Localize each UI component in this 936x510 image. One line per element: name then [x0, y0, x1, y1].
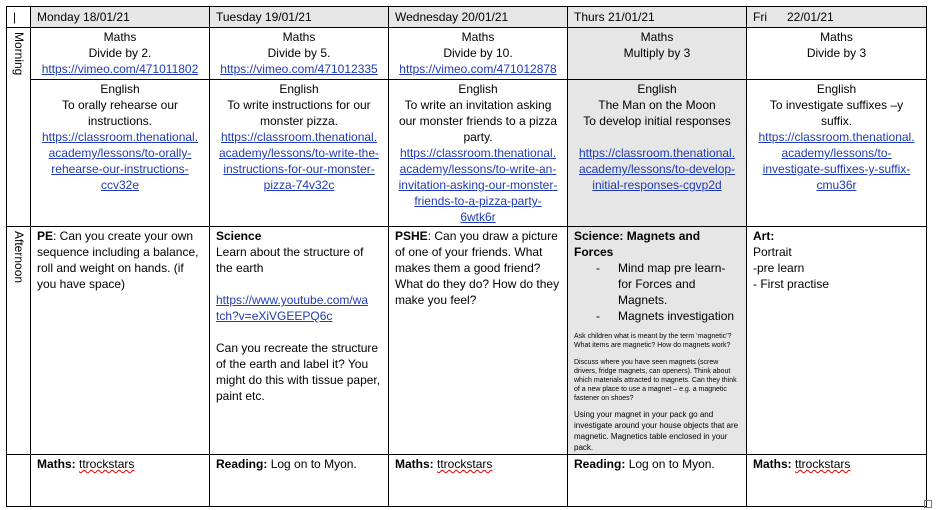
maths-thursday: Maths Multiply by 3 — [568, 28, 747, 80]
list-item: - Mind map pre learn- for Forces and Magnets. — [574, 260, 740, 308]
last-row-side — [7, 455, 31, 507]
maths-wednesday-link[interactable]: https://vimeo.com/471012878 — [399, 62, 557, 76]
english-friday-link[interactable]: https://classroom.thenational. academy/lessons/to- investigate-suffixes-y-suffix- cmu36r — [758, 130, 915, 192]
day-header-thursday: Thurs 21/01/21 — [568, 7, 747, 28]
english-tuesday: English To write instructions for our monster pizza. https://classroom.thenational. academy/lessons/to-write-the- instructions-for-our-monster- pizza-74v32c — [210, 80, 389, 227]
english-thursday-link[interactable]: https://classroom.thenational. academy/lessons/to-develop- initial-responses-cgvp2d — [578, 146, 736, 192]
list-item: - Magnets investigation — [574, 308, 740, 324]
maths-monday: Maths Divide by 2. https://vimeo.com/471011802 — [31, 28, 210, 80]
header-row — [7, 7, 927, 28]
english-tuesday-link[interactable]: https://classroom.thenational. academy/lessons/to-write-the- instructions-for-our-monster- pizza-74v32c — [218, 130, 380, 192]
afternoon-wednesday: PSHE: Can you draw a picture of one of your friends. What makes them a good friend? What do they do? How do they make you feel? — [389, 227, 568, 455]
magnets-note-3: Using your magnet in your pack go and investigate around your house objects that are magnetic. Magnetics table enclosed in your pack. — [574, 410, 739, 452]
last-thursday: Reading: Log on to Myon. — [568, 455, 747, 507]
english-monday-link[interactable]: https://classroom.thenational. academy/lessons/to-orally- rehearse-our-instructions- ccv32e — [41, 130, 199, 192]
maths-row — [7, 28, 927, 80]
last-tuesday: Reading: Log on to Myon. — [210, 455, 389, 507]
last-friday: Maths: ttrockstars — [747, 455, 927, 507]
maths-monday-link[interactable]: https://vimeo.com/471011802 — [41, 62, 199, 76]
english-wednesday: English To write an invitation asking our monster friends to a pizza party. https://classroom.thenational. academy/lessons/to-write-an- invitation-asking-our-monster- friends-to-a-pizza-party- 6wtk6r — [389, 80, 568, 227]
day-header-monday: Monday 18/01/21 — [31, 7, 210, 28]
morning-label: Morning — [11, 32, 26, 76]
day-header-tuesday: Tuesday 19/01/21 — [210, 7, 389, 28]
science-video-link[interactable]: https://www.youtube.com/wa tch?v=eXiVGEEPQ6c — [216, 293, 369, 323]
day-header-friday: Fri 22/01/21 — [747, 7, 927, 28]
maths-wednesday: Maths Divide by 10. https://vimeo.com/471012878 — [389, 28, 568, 80]
english-thursday: English The Man on the Moon To develop initial responses https://classroom.thenational. academy/lessons/to-develop- initial-responses-cgvp2d — [568, 80, 747, 227]
magnets-note-1: Ask children what is meant by the term ‘magnetic’? What items are magnetic? How do magnets work? — [574, 333, 732, 349]
last-row — [7, 455, 927, 507]
last-wednesday: Maths: ttrockstars — [389, 455, 568, 507]
afternoon-friday: Art: Portrait -pre learn - First practise — [747, 227, 927, 455]
magnets-note-2: Discuss where you have seen magnets (screw drivers, fridge magnets, can openers). Think about which materials attracted to magnets. Can they think of a new place to use a magnet – e.g. a magnetic fastener on shoes? — [574, 359, 737, 402]
afternoon-thursday: Science: Magnets and Forces - Mind map pre learn- for Forces and Magnets. - Magnets investigation Ask children what is meant by the term ‘magnetic’? What items are magnetic? How do magnets work? Discuss where you have seen magnets (screw drivers, fridge magnets, can openers). Think about which materials attracted to magnets. Can they think of a new place to use a magnet – e.g. a magnetic fastener on shoes? Using your magnet in your pack go and investigate around your house objects that are magnetic. Magnetics table enclosed in your pack. — [568, 227, 747, 455]
english-row — [7, 80, 927, 227]
resize-handle-icon[interactable] — [924, 500, 932, 508]
maths-tuesday-link[interactable]: https://vimeo.com/471012335 — [220, 62, 378, 76]
afternoon-row — [7, 227, 927, 455]
afternoon-label-cell — [7, 227, 31, 455]
english-monday: English To orally rehearse our instructions. https://classroom.thenational. academy/lessons/to-orally- rehearse-our-instructions- ccv32e — [31, 80, 210, 227]
maths-friday: Maths Divide by 3 — [747, 28, 927, 80]
day-header-wednesday: Wednesday 20/01/21 — [389, 7, 568, 28]
magnets-list — [574, 260, 740, 324]
morning-label-cell — [7, 28, 31, 227]
maths-tuesday: Maths Divide by 5. https://vimeo.com/471012335 — [210, 28, 389, 80]
english-wednesday-link[interactable]: https://classroom.thenational. academy/lessons/to-write-an- invitation-asking-our-monster- friends-to-a-pizza-party- 6wtk6r — [398, 146, 558, 224]
corner-cell: | — [7, 7, 31, 28]
afternoon-monday: PE: Can you create your own sequence including a balance, roll and weight on hands. (if you have space) — [31, 227, 210, 455]
last-monday: Maths: ttrockstars — [31, 455, 210, 507]
english-friday: English To investigate suffixes –y suffix. https://classroom.thenational. academy/lessons/to- investigate-suffixes-y-suffix- cmu36r — [747, 80, 927, 227]
afternoon-label: Afternoon — [11, 231, 26, 284]
timetable — [6, 6, 927, 507]
afternoon-tuesday: Science Learn about the structure of the earth https://www.youtube.com/wa tch?v=eXiVGEEPQ6c Can you recreate the structure of the earth and label it? You might do this with tissue paper, paint etc. — [210, 227, 389, 455]
